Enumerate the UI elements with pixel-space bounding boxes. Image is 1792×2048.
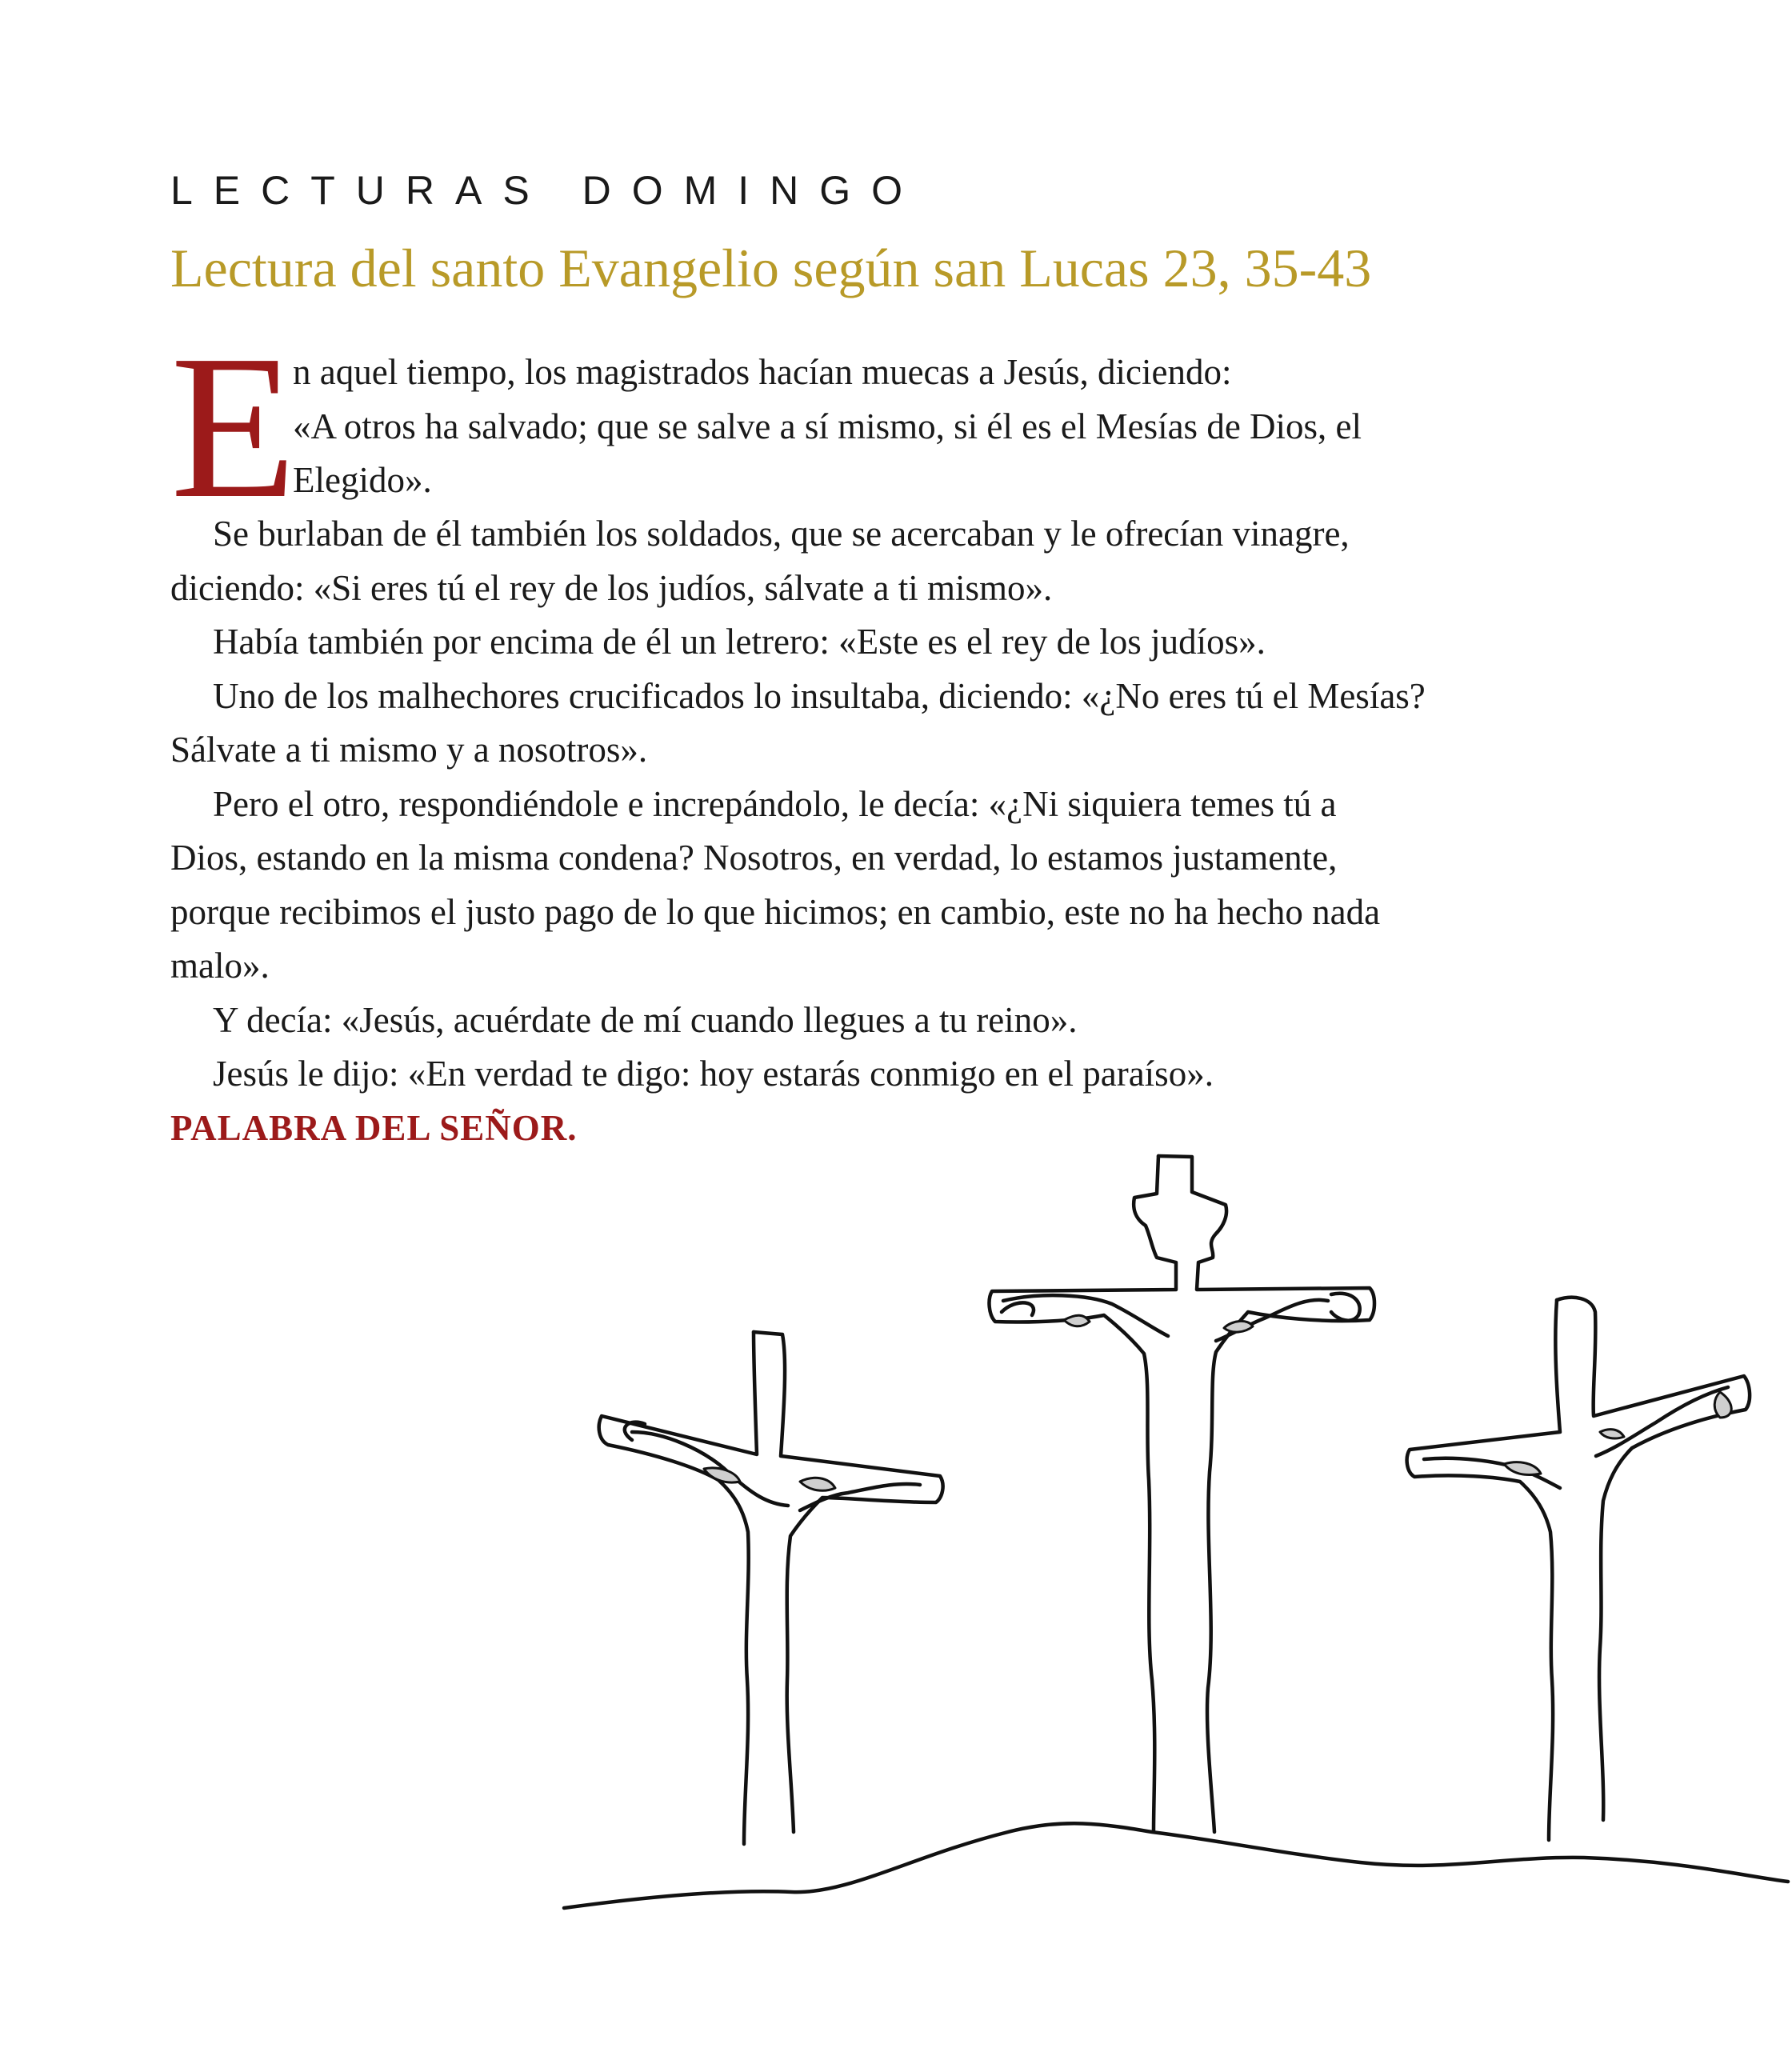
text-line: malo». xyxy=(170,946,270,986)
text-line: porque recibimos el justo pago de lo que hicimos; en cambio, este no ha hecho nada xyxy=(170,891,1381,932)
right-cross xyxy=(1407,1298,1750,1840)
text-line: Uno de los malhechores crucificados lo insultaba, diciendo: «¿No eres tú el Mesías? xyxy=(213,675,1426,716)
reading-title: Lectura del santo Evangelio según san Lucas 23, 35-43 xyxy=(170,238,1372,298)
center-cross xyxy=(990,1156,1374,1832)
text-line: Jesús le dijo: «En verdad te digo: hoy estarás conmigo en el paraíso». xyxy=(213,1054,1214,1094)
text-line: n aquel tiempo, los magistrados hacían muecas a Jesús, diciendo: xyxy=(293,352,1232,392)
text-line: «A otros ha salvado; que se salve a sí mismo, si él es el Mesías de Dios, el xyxy=(293,406,1362,446)
left-cross xyxy=(599,1332,943,1844)
closing-acclamation: PALABRA DEL SEÑOR. xyxy=(170,1107,578,1148)
text-line: Elegido». xyxy=(293,460,432,500)
three-crosses-illustration xyxy=(552,1144,1792,1944)
section-kicker: LECTURAS DOMINGO xyxy=(170,168,924,213)
text-line: Sálvate a ti mismo y a nosotros». xyxy=(170,730,648,770)
text-line: Pero el otro, respondiéndole e increpándolo, le decía: «¿Ni siquiera temes tú a xyxy=(213,783,1337,824)
text-line: diciendo: «Si eres tú el rey de los judíos, sálvate a ti mismo». xyxy=(170,567,1053,608)
text-line: Se burlaban de él también los soldados, que se acercaban y le ofrecían vinagre, xyxy=(213,514,1350,554)
reading-body xyxy=(170,312,1602,1155)
drop-cap: E xyxy=(170,312,297,541)
text-line: Y decía: «Jesús, acuérdate de mí cuando llegues a tu reino». xyxy=(213,999,1078,1040)
text-line: Dios, estando en la misma condena? Nosotros, en verdad, lo estamos justamente, xyxy=(170,838,1338,878)
ground-line xyxy=(564,1823,1788,1908)
text-line: Había también por encima de él un letrero: «Este es el rey de los judíos». xyxy=(213,622,1266,662)
